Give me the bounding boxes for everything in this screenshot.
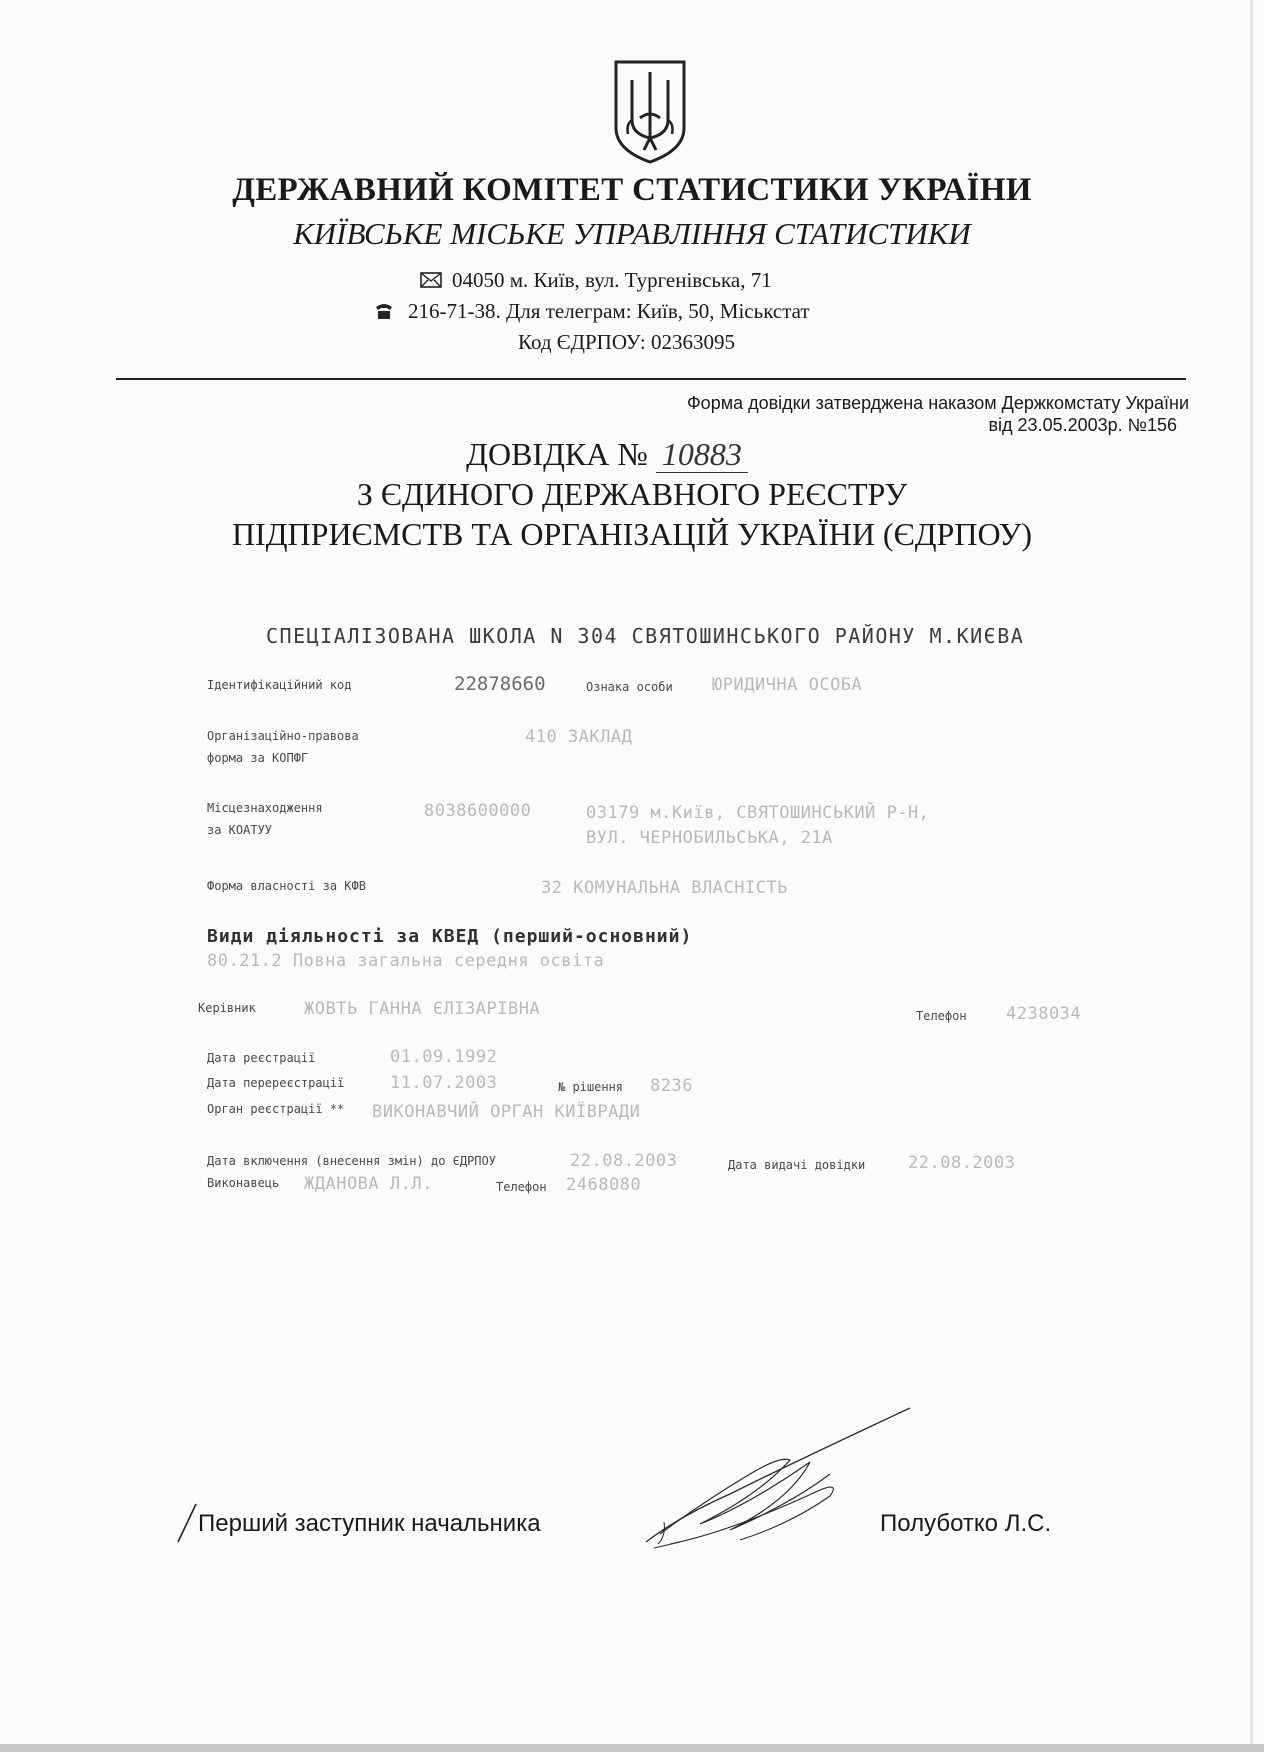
id-code-label: Ідентифікаційний код <box>207 678 352 692</box>
ownership-label: Форма власності за КФВ <box>207 879 366 893</box>
executor-phone-value: 2468080 <box>566 1175 642 1195</box>
scan-bottom-edge <box>0 1744 1264 1752</box>
person-type-value: ЮРИДИЧНА ОСОБА <box>712 675 863 695</box>
signatory-name: Полуботко Л.С. <box>880 1510 1052 1537</box>
issue-date-label: Дата видачі довідки <box>728 1158 866 1172</box>
certificate-title-prefix: ДОВІДКА № <box>466 436 648 472</box>
issuing-organization: ДЕРЖАВНИЙ КОМІТЕТ СТАТИСТИКИ УКРАЇНИ <box>232 172 1032 208</box>
location-label-2: за КОАТУУ <box>207 823 273 837</box>
registered-organization-name: СПЕЦІАЛІЗОВАНА ШКОЛА N 304 СВЯТОШИНСЬКОГО РАЙОНУ М.КИЄВА <box>266 624 1025 648</box>
signatory-position <box>176 1510 541 1538</box>
executor-label: Виконавець <box>207 1176 280 1190</box>
certificate-title-line-3: ПІДПРИЄМСТВ ТА ОРГАНІЗАЦІЙ УКРАЇНИ (ЄДРПОУ) <box>231 516 1033 552</box>
kved-value: 80.21.2 Повна загальна середня освіта <box>207 951 605 971</box>
issuing-department: КИЇВСЬКЕ МІСЬКЕ УПРАВЛІННЯ СТАТИСТИКИ <box>293 216 971 251</box>
phone-line <box>374 299 810 324</box>
head-phone-value: 4238034 <box>1006 1004 1082 1024</box>
slash-mark-icon <box>176 1502 198 1544</box>
approval-line-1: Форма довідки затверджена наказом Держкомстату України <box>687 393 1189 413</box>
executor-phone-label: Телефон <box>496 1180 547 1194</box>
head-value: ЖОВТЬ ГАННА ЄЛІЗАРІВНА <box>304 999 541 1019</box>
certificate-title-line-1 <box>0 434 1264 474</box>
legal-form-label-1: Організаційно-правова <box>207 729 359 743</box>
phone-text: 216-71-38. Для телеграм: Київ, 50, Міськстат <box>408 299 810 323</box>
registration-body-value: ВИКОНАВЧИЙ ОРГАН КИЇВРАДИ <box>372 1102 641 1122</box>
person-type-label: Ознака особи <box>586 680 673 694</box>
registration-date-value: 01.09.1992 <box>390 1047 498 1067</box>
form-approval-note <box>687 392 1189 436</box>
certificate-title-line-2: З ЄДИНОГО ДЕРЖАВНОГО РЕЄСТРУ <box>356 476 908 512</box>
trident-emblem-icon <box>612 58 688 166</box>
decision-number-label: № рішення <box>558 1080 624 1094</box>
head-label-text: Керівник <box>198 1001 256 1015</box>
head-label <box>198 998 256 1018</box>
decision-number-value: 8236 <box>650 1076 693 1096</box>
handwritten-signature <box>640 1404 920 1554</box>
registration-date-label: Дата реєстрації <box>207 1051 316 1065</box>
kved-header: Види діяльності за КВЕД (перший-основний) <box>207 926 693 947</box>
location-address-line-1: 03179 м.Київ, СВЯТОШИНСЬКИЙ Р-Н, <box>586 803 930 823</box>
scan-edge <box>1250 0 1253 1752</box>
issue-date-value: 22.08.2003 <box>908 1153 1016 1173</box>
address-line <box>420 268 772 293</box>
inclusion-date-value: 22.08.2003 <box>570 1151 678 1171</box>
registration-body-label: Орган реєстрації ** <box>207 1102 345 1116</box>
edrpou-code: Код ЄДРПОУ: 02363095 <box>518 330 735 354</box>
head-phone-label: Телефон <box>916 1009 967 1023</box>
header-divider <box>116 378 1186 380</box>
location-koatuu-code: 8038600000 <box>424 801 532 821</box>
legal-form-value: 410 ЗАКЛАД <box>525 727 633 747</box>
location-label-1: Місцезнаходження <box>207 801 323 815</box>
legal-form-label-2: форма за КОПФГ <box>207 751 309 765</box>
certificate-number: 10883 <box>656 436 748 473</box>
executor-value: ЖДАНОВА Л.Л. <box>304 1174 433 1194</box>
reregistration-date-label: Дата перереєстрації <box>207 1076 345 1090</box>
approval-line-2: від 23.05.2003р. №156 <box>988 415 1177 435</box>
location-address-line-2: ВУЛ. ЧЕРНОБИЛЬСЬКА, 21А <box>586 828 833 848</box>
inclusion-date-label: Дата включення (внесення змін) до ЄДРПОУ <box>207 1154 496 1168</box>
reregistration-date-value: 11.07.2003 <box>390 1073 498 1093</box>
id-code-value: 22878660 <box>454 673 546 695</box>
telephone-icon <box>374 302 394 320</box>
address-text: 04050 м. Київ, вул. Тургенівська, 71 <box>452 268 772 292</box>
signatory-position-text: Перший заступник начальника <box>198 1510 541 1537</box>
ownership-value: 32 КОМУНАЛЬНА ВЛАСНІСТЬ <box>541 878 788 898</box>
envelope-icon <box>420 272 442 288</box>
